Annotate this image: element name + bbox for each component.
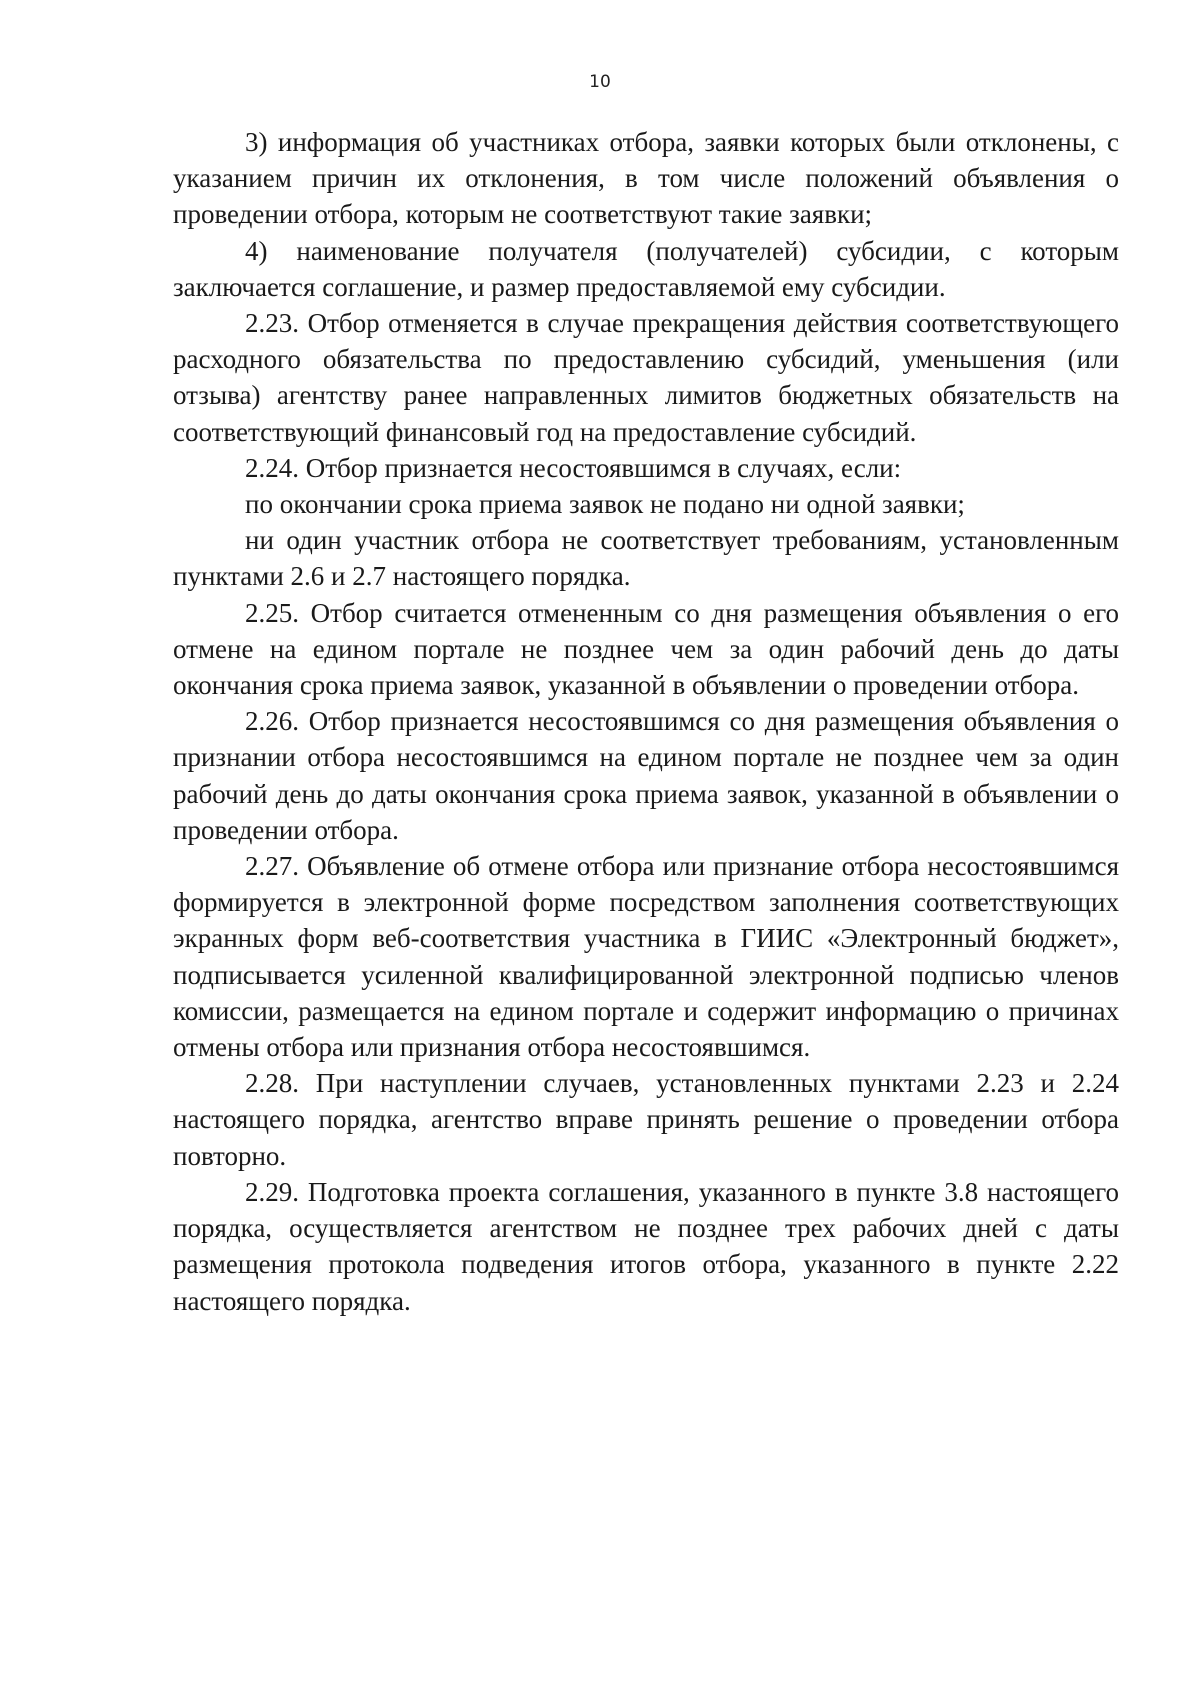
paragraph-2-24-case-2: ни один участник отбора не соответствует требованиям, установленным пунктами 2.6 и 2.7 настоящего порядка.	[173, 525, 1119, 592]
paragraph-2-29: 2.29. Подготовка проекта соглашения, указанного в пункте 3.8 настоящего порядка, осуществляется агентством не позднее трех рабочих дней с даты размещения протокола подведения итогов отбора, указанного в пункте 2.22 настоящего порядка.	[173, 1176, 1119, 1316]
document-body	[173, 124, 1119, 1319]
paragraph-2-24-case-1: по окончании срока приема заявок не подано ни одной заявки;	[245, 489, 965, 520]
paragraph-item-3: 3) информация об участниках отбора, заявки которых были отклонены, с указанием причин их отклонения, в том числе положений объявления о проведении отбора, которым не соответствуют такие заявки;	[173, 127, 1119, 230]
paragraph-2-28: 2.28. При наступлении случаев, установленных пунктами 2.23 и 2.24 настоящего порядка, агентство вправе принять решение о проведении отбора повторно.	[173, 1068, 1119, 1171]
paragraph-2-25: 2.25. Отбор считается отмененным со дня размещения объявления о его отмене на едином портале не позднее чем за один рабочий день до даты окончания срока приема заявок, указанной в объявлении о проведении отбора.	[173, 597, 1119, 701]
page-number: 10	[589, 72, 611, 92]
paragraph-2-24: 2.24. Отбор признается несостоявшимся в случаях, если:	[245, 452, 902, 483]
paragraph-item-4: 4) наименование получателя (получателей) субсидии, с которым заключается соглашение, и размер предоставляемой ему субсидии.	[173, 235, 1119, 302]
paragraph-2-27: 2.27. Объявление об отмене отбора или признание отбора несостоявшимся формируется в электронной форме посредством заполнения соответствующих экранных форм веб-соответствия участника в ГИИС «Электронный бюджет», подписывается усиленной квалифицированной электронной подписью членов комиссии, размещается на едином портале и содержит информацию о причинах отмены отбора или признания отбора несостоявшимся.	[173, 851, 1119, 1063]
paragraph-2-26: 2.26. Отбор признается несостоявшимся со дня размещения объявления о признании отбора несостоявшимся на едином портале не позднее чем за один рабочий день до даты окончания срока приема заявок, указанной в объявлении о проведении отбора.	[173, 706, 1119, 845]
paragraph-2-23: 2.23. Отбор отменяется в случае прекращения действия соответствующего расходного обязательства по предоставлению субсидий, уменьшения (или отзыва) агентству ранее направленных лимитов бюджетных обязательств на соответствующий финансовый год на предоставление субсидий.	[173, 308, 1119, 447]
